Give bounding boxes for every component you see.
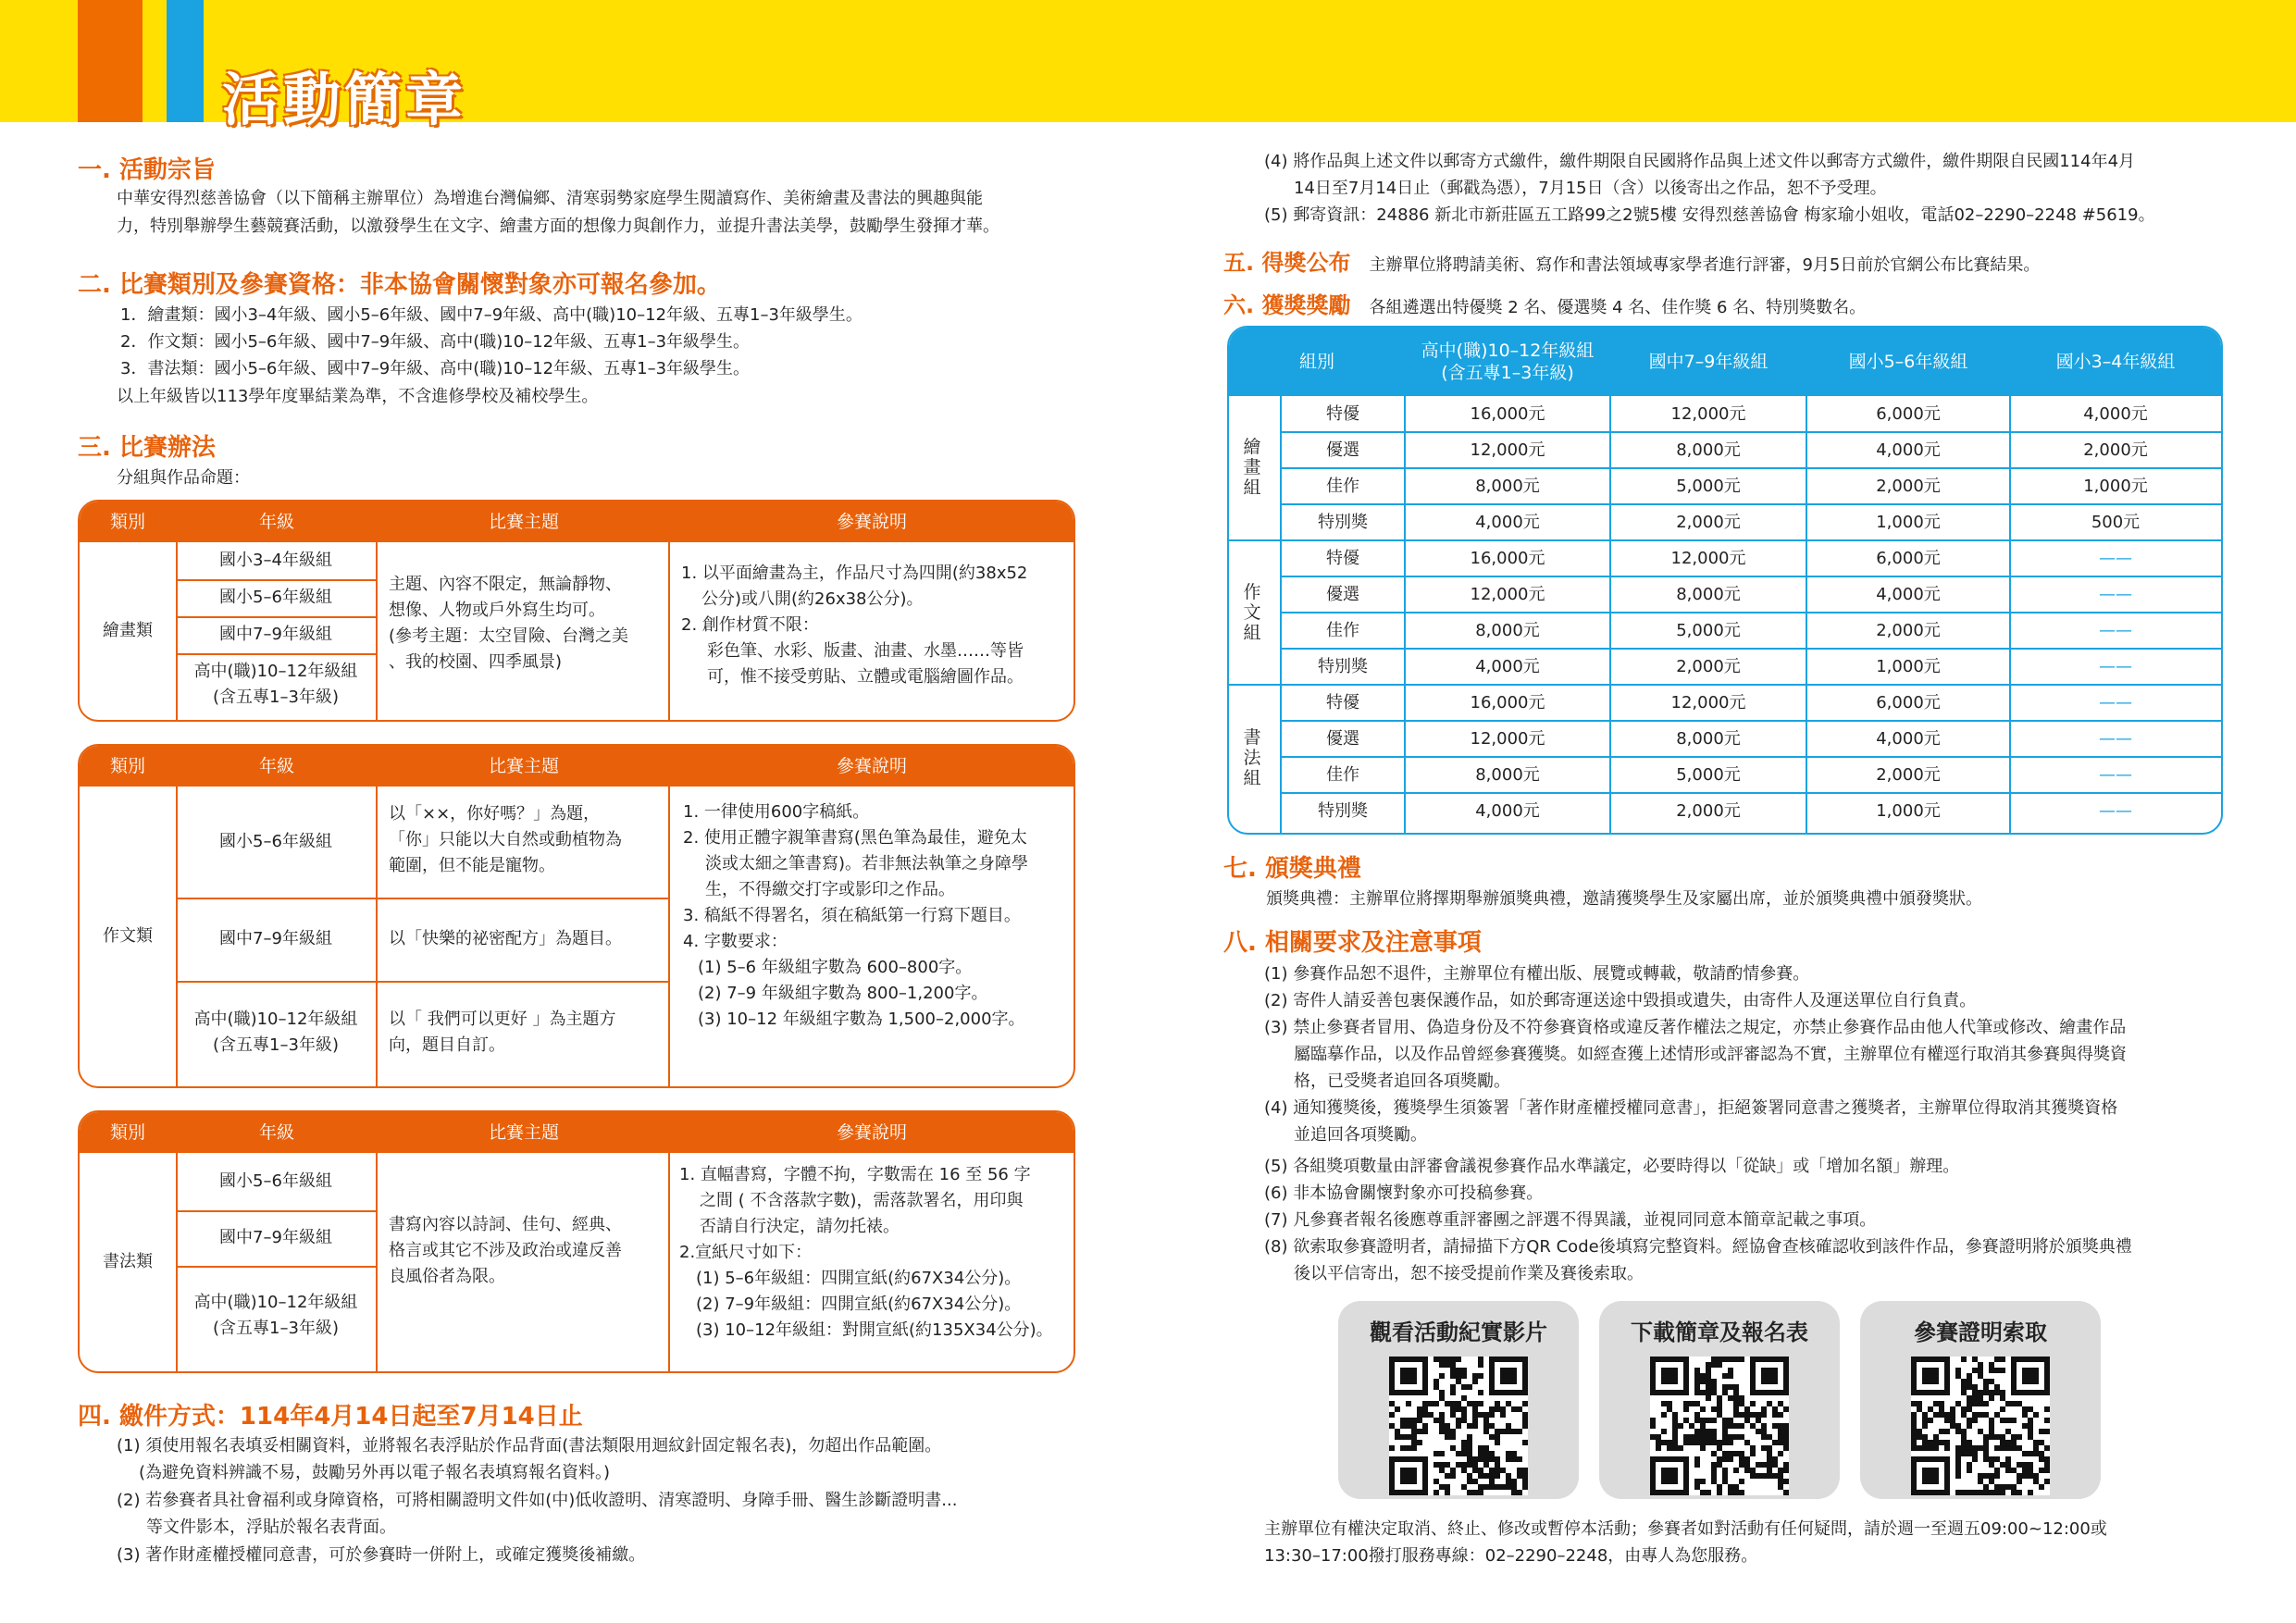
group-essay: 作 文 組 [1243, 582, 1261, 643]
banner-orange-stripe [78, 0, 143, 122]
prize-name-cell: 特優 [1326, 404, 1359, 424]
grade-row: 國小3–4年級組 [219, 551, 332, 570]
header-group: 組別 [1298, 352, 1334, 372]
qr-video[interactable]: 觀看活動紀實影片 [1338, 1301, 1579, 1499]
prize-amount-cell: 1,000元 [1876, 513, 1941, 532]
category-essay: 作文類 [103, 926, 153, 946]
s4-line-3: (2) 若參賽者具社會福利或身障資格，可將相關證明文件如(中)低收證明、清寒證明、身障手冊、醫生診斷證明書... [117, 1491, 958, 1510]
qr-code-icon [1911, 1357, 2050, 1495]
section-1-heading: 一. 活動宗旨 [78, 156, 216, 184]
prize-amount-cell: 5,000元 [1676, 621, 1741, 640]
s8-line-8: (5) 各組獎項數量由評審會議視參賽作品水準議定，必要時得以「從缺」或「增加名額」辦理。 [1264, 1157, 1960, 1176]
prize-amount-cell: 8,000元 [1475, 765, 1540, 785]
prize-amount-cell: 2,000元 [2083, 440, 2148, 460]
footer-line-1: 主辦單位有權決定取消、終止、修改或暫停本活動；參賽者如對活動有任何疑問，請於週一至週五09:00~12:00或 [1264, 1519, 2107, 1539]
prize-amount-cell: 6,000元 [1876, 404, 1941, 424]
qr-certificate[interactable]: 參賽證明索取 [1860, 1301, 2101, 1499]
prize-amount-cell: —— [2099, 621, 2132, 640]
theme-text: 主題、內容不限定，無論靜物、 想像、人物或戶外寫生均可。 (參考主題：太空冒險、台灣之美 、我的校園、四季風景) [389, 575, 629, 672]
prize-amount-cell: 4,000元 [1475, 513, 1540, 532]
header-theme: 比賽主題 [488, 1122, 559, 1143]
description-text: 1. 以平面繪畫為主，作品尺寸為四開(約38x52 公分)或八開(約26x38公分)。 2. 創作材質不限： 彩色筆、水彩、版畫、油畫、水墨……等皆 可，惟不接受剪貼、立體或電腦繪圖作品。 [681, 564, 1028, 687]
header-category: 類別 [109, 512, 145, 532]
s4-line-5: (3) 著作財產權授權同意書，可於參賽時一併附上，或確定獲獎後補繳。 [117, 1545, 646, 1565]
section-3-heading: 三. 比賽辦法 [78, 434, 216, 462]
s1-line-2: 力，特別舉辦學生藝競賽活動，以激發學生在文字、繪畫方面的想像力與創作力，並提升書法美學，鼓勵學生發揮才華。 [117, 217, 999, 236]
prize-amount-cell: 4,000元 [1475, 801, 1540, 821]
prize-amount-cell: 8,000元 [1475, 477, 1540, 496]
s8-line-5: 格，已受獎者追回各項獎勵。 [1294, 1072, 1510, 1091]
calligraphy-table [78, 1110, 1075, 1373]
grade-row: 國小5–6年級組 [219, 832, 332, 851]
page-title: 活動簡章 [222, 66, 467, 133]
description-text: 1. 直幅書寫，字體不拘，字數需在 16 至 56 字 之間 ( 不含落款字數)，需落款署名，用印與 否請自行決定，請勿托裱。 2.宣紙尺寸如下： (1) 5–6年級組：四開宣紙(約67X34公分)。 (2) 7–9年級組：四開宣紙(約67X34公分)。 (3) 10–12年級組：對開宣紙(約135X34公分)。 [679, 1165, 1053, 1340]
prize-amount-cell: 1,000元 [2083, 477, 2148, 496]
prize-amount-cell: 2,000元 [1876, 621, 1941, 640]
prize-amount-cell: —— [2099, 585, 2132, 604]
prize-amount-cell: 16,000元 [1470, 693, 1545, 712]
prize-amount-cell: —— [2099, 765, 2132, 785]
banner-blue-stripe [167, 0, 204, 122]
section-4-heading: 四. 繳件方式：114年4月14日起至7月14日止 [78, 1403, 583, 1431]
s5-note: 主辦單位將聘請美術、寫作和書法領域專家學者進行評審，9月5日前於官網公布比賽結果。 [1369, 255, 2041, 275]
grade-row: 國中7–9年級組 [219, 929, 332, 948]
s2-line-2: 2．作文類：國小5–6年級、國中7–9年級、高中(職)10–12年級、五專1–3年級學生。 [120, 332, 751, 352]
prize-amount-cell: —— [2099, 657, 2132, 676]
prize-amount-cell: 8,000元 [1676, 585, 1741, 604]
prize-amount-cell: 8,000元 [1676, 440, 1741, 460]
s8-line-2: (2) 寄件人請妥善包裹保護作品，如於郵寄運送途中毀損或遺失，由寄件人及運送單位自行負責。 [1264, 991, 1977, 1010]
prize-amount-cell: 12,000元 [1670, 404, 1746, 424]
s8-line-1: (1) 參賽作品恕不退件，主辦單位有權出版、展覽或轉載，敬請酌情參賽。 [1264, 964, 1810, 984]
header-category: 類別 [109, 1122, 145, 1143]
prize-amount-cell: 2,000元 [1876, 477, 1941, 496]
s8-line-11: (8) 欲索取參賽證明者，請掃描下方QR Code後填寫完整資料。經協會查核確認收到該件作品，參賽證明將於頒獎典禮 [1264, 1237, 2132, 1257]
header-junior: 國中7–9年級組 [1648, 352, 1769, 372]
prize-amount-cell: 12,000元 [1470, 585, 1545, 604]
section-2-heading: 二. 比賽類別及參賽資格：非本協會關懷對象亦可報名參加。 [78, 271, 721, 299]
prize-table [1227, 326, 2223, 835]
prize-name-cell: 優選 [1326, 585, 1359, 604]
s4-line-6: (4) 將作品與上述文件以郵寄方式繳件，繳件期限自民國將作品與上述文件以郵寄方式繳件，繳件期限自民國114年4月 [1264, 152, 2136, 171]
prize-amount-cell: 4,000元 [1475, 657, 1540, 676]
prize-amount-cell: 2,000元 [1676, 657, 1741, 676]
s4-line-1: (1) 須使用報名表填妥相關資料，並將報名表浮貼於作品背面(書法類限用迴紋針固定報名表)，勿超出作品範圍。 [117, 1436, 942, 1456]
header-description: 參賽說明 [836, 512, 907, 532]
s8-line-3: (3) 禁止參賽者冒用、偽造身份及不符參賽資格或違反著作權法之規定，亦禁止參賽作品由他人代筆或修改、繪畫作品 [1264, 1018, 2127, 1037]
prize-amount-cell: 2,000元 [1876, 765, 1941, 785]
prize-amount-cell: 12,000元 [1670, 549, 1746, 568]
s4-line-7: 14日至7月14日止（郵戳為憑），7月15日（含）以後寄出之作品，恕不予受理。 [1294, 179, 1887, 198]
header-grade: 年級 [258, 756, 294, 776]
s2-line-1: 1．繪畫類：國小3–4年級、國小5–6年級、國中7–9年級、高中(職)10–12年級、五專1–3年級學生。 [120, 305, 863, 325]
section-6-heading: 六. 獲獎獎勵 各組遴選出特優獎 2 名、優選獎 4 名、佳作獎 6 名、特別獎數名。 [1223, 292, 1867, 318]
prize-amount-cell: 16,000元 [1470, 549, 1545, 568]
category-painting: 繪畫類 [103, 621, 153, 640]
header-theme: 比賽主題 [488, 512, 559, 532]
grade-row: 國中7–9年級組 [219, 1228, 332, 1247]
prize-amount-cell: 8,000元 [1475, 621, 1540, 640]
theme-text: 以「××，你好嗎？」為題， 「你」只能以大自然或動植物為 範圍，但不能是寵物。 [389, 804, 622, 875]
header-high: 高中(職)10–12年級組 (含五專1–3年級) [1421, 341, 1595, 383]
prize-name-cell: 特優 [1326, 693, 1359, 712]
prize-name-cell: 特優 [1326, 549, 1359, 568]
prize-amount-cell: 5,000元 [1676, 765, 1741, 785]
section-8-heading: 八. 相關要求及注意事項 [1223, 929, 1482, 957]
grade-row: 國小5–6年級組 [219, 1171, 332, 1191]
prize-name-cell: 佳作 [1326, 765, 1359, 785]
prize-name-cell: 特別獎 [1318, 801, 1368, 821]
prize-amount-cell: 1,000元 [1876, 801, 1941, 821]
prize-amount-cell: 12,000元 [1470, 729, 1545, 749]
prize-amount-cell: 1,000元 [1876, 657, 1941, 676]
prize-amount-cell: 6,000元 [1876, 693, 1941, 712]
footer-line-2: 13:30–17:00撥打服務專線：02–2290–2248，由專人為您服務。 [1264, 1546, 1758, 1566]
header-description: 參賽說明 [836, 756, 907, 776]
group-calligraphy: 書 法 組 [1243, 727, 1261, 788]
prize-amount-cell: 6,000元 [1876, 549, 1941, 568]
s8-line-4: 屬臨摹作品，以及作品曾經參賽獲獎。如經查獲上述情形或評審認為不實，主辦單位有權逕行取消其參賽與得獎資 [1294, 1045, 2127, 1064]
s8-line-12: 後以平信寄出，恕不接受提前作業及賽後索取。 [1294, 1264, 1644, 1283]
prize-amount-cell: 16,000元 [1470, 404, 1545, 424]
section-5-heading: 五. 得獎公布 主辦單位將聘請美術、寫作和書法領域專家學者進行評審，9月5日前於官網公布比賽結果。 [1223, 250, 2041, 276]
s8-line-6: (4) 通知獲獎後，獲獎學生須簽署「著作財產權授權同意書」，拒絕簽署同意書之獲獎者，主辦單位得取消其獲獎資格 [1264, 1098, 2118, 1118]
prize-amount-cell: —— [2099, 801, 2132, 821]
header-grade: 年級 [258, 1122, 294, 1143]
prize-amount-cell: 5,000元 [1676, 477, 1741, 496]
theme-text: 以「 我們可以更好 」為主題方 向，題目自訂。 [389, 1010, 616, 1055]
prize-amount-cell: 12,000元 [1670, 693, 1746, 712]
s4-line-4: 等文件影本，浮貼於報名表背面。 [146, 1518, 396, 1537]
grade-row: 高中(職)10–12年級組 (含五專1–3年級) [193, 1010, 358, 1055]
description-text: 1. 一律使用600字稿紙。 2. 使用正體字親筆書寫(黑色筆為最佳，避免太 淡或太細之筆書寫)。若非無法執筆之身障學 生，不得繳交打字或影印之作品。 3. 稿紙不得署名，須在稿紙第一行寫下題目。 4. 字數要求： (1) 5–6 年級組字數為 600–800字。 (2) 7–9 年級組字數為 800–1,200字。 (3) 10–12 年級組字數為 1,500–2,000字。 [683, 802, 1029, 1029]
s3-subtitle: 分組與作品命題： [117, 468, 250, 488]
header-category: 類別 [109, 756, 145, 776]
grade-row: 高中(職)10–12年級組 (含五專1–3年級) [193, 1293, 358, 1338]
prize-amount-cell: 500元 [2091, 513, 2141, 532]
prize-amount-cell: —— [2099, 549, 2132, 568]
s1-line-1: 中華安得烈慈善協會（以下簡稱主辦單位）為增進台灣偏鄉、清寒弱勢家庭學生閱讀寫作、美術繪畫及書法的興趣與能 [117, 189, 983, 208]
s8-line-10: (7) 凡參賽者報名後應尊重評審團之評選不得異議，並視同同意本簡章記載之事項。 [1264, 1210, 1877, 1230]
prize-amount-cell: 12,000元 [1470, 440, 1545, 460]
prize-amount-cell: 4,000元 [1876, 729, 1941, 749]
theme-text: 書寫內容以詩詞、佳句、經典、 格言或其它不涉及政治或違反善 良風俗者為限。 [389, 1215, 622, 1286]
prize-amount-cell: 4,000元 [1876, 440, 1941, 460]
theme-text: 以「快樂的祕密配方」為題目。 [389, 929, 622, 948]
prize-name-cell: 佳作 [1326, 621, 1359, 640]
header-description: 參賽說明 [836, 1122, 907, 1143]
category-calligraphy: 書法類 [103, 1252, 153, 1271]
s8-line-9: (6) 非本協會關懷對象亦可投稿參賽。 [1264, 1183, 1544, 1203]
prize-name-cell: 佳作 [1326, 477, 1359, 496]
header-theme: 比賽主題 [488, 756, 559, 776]
prize-amount-cell: 4,000元 [1876, 585, 1941, 604]
header-elem-56: 國小5–6年級組 [1848, 352, 1968, 372]
s2-line-4: 以上年級皆以113學年度畢結業為準，不含進修學校及補校學生。 [117, 387, 599, 406]
prize-amount-cell: —— [2099, 693, 2132, 712]
essay-table [78, 744, 1075, 1088]
prize-name-cell: 特別獎 [1318, 657, 1368, 676]
qr-code-icon [1389, 1357, 1528, 1495]
prize-name-cell: 特別獎 [1318, 513, 1368, 532]
qr-code-icon [1650, 1357, 1789, 1495]
painting-table [78, 500, 1075, 722]
grade-row: 高中(職)10–12年級組 (含五專1–3年級) [193, 662, 358, 707]
header-grade: 年級 [258, 512, 294, 532]
qr-download[interactable]: 下載簡章及報名表 [1599, 1301, 1840, 1499]
prize-name-cell: 優選 [1326, 440, 1359, 460]
s6-note: 各組遴選出特優獎 2 名、優選獎 4 名、佳作獎 6 名、特別獎數名。 [1369, 298, 1867, 317]
s4-line-8: (5) 郵寄資訊：24886 新北市新莊區五工路99之2號5樓 安得烈慈善協會 梅家瑜小姐收，電話02–2290–2248 #5619。 [1264, 205, 2155, 225]
prize-name-cell: 優選 [1326, 729, 1359, 749]
group-painting: 繪 畫 組 [1243, 437, 1261, 498]
s4-line-2: (為避免資料辨識不易，鼓勵另外再以電子報名表填寫報名資料。) [139, 1463, 611, 1482]
section-7-heading: 七. 頒獎典禮 [1223, 855, 1361, 883]
prize-amount-cell: 2,000元 [1676, 513, 1741, 532]
grade-row: 國小5–6年級組 [219, 588, 332, 607]
s8-line-7: 並追回各項獎勵。 [1294, 1125, 1427, 1145]
prize-amount-cell: 8,000元 [1676, 729, 1741, 749]
prize-amount-cell: 4,000元 [2083, 404, 2148, 424]
header-elem-34: 國小3–4年級組 [2055, 352, 2176, 372]
s2-line-3: 3．書法類：國小5–6年級、國中7–9年級、高中(職)10–12年級、五專1–3年級學生。 [120, 359, 751, 378]
grade-row: 國中7–9年級組 [219, 625, 332, 644]
s7-line: 頒獎典禮：主辦單位將擇期舉辦頒獎典禮，邀請獲獎學生及家屬出席，並於頒獎典禮中頒發獎狀。 [1266, 889, 1982, 909]
prize-amount-cell: 2,000元 [1676, 801, 1741, 821]
prize-amount-cell: —— [2099, 729, 2132, 749]
